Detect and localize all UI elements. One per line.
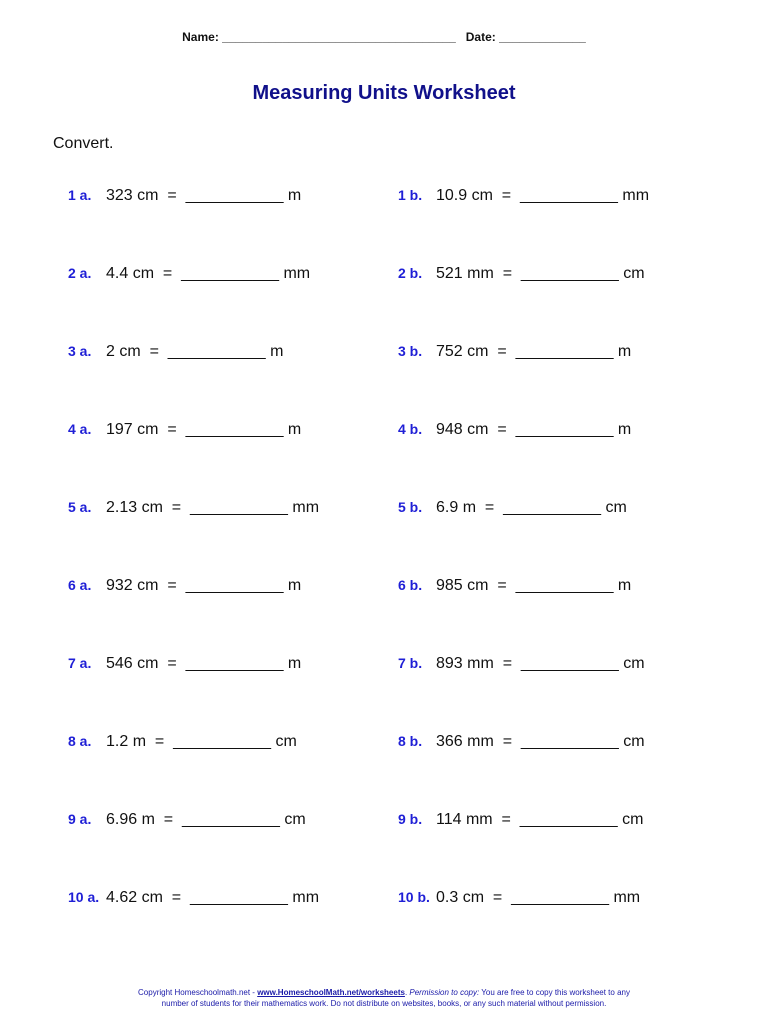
problem-question[interactable]: 1.2 m = ___________ cm [106, 733, 297, 750]
problem-number: 7 a. [68, 655, 92, 671]
problem-question[interactable]: 323 cm = ___________ m [106, 187, 302, 204]
problem-2-b [398, 263, 645, 284]
problem-2-a [68, 263, 310, 284]
problem-question[interactable]: 197 cm = ___________ m [106, 421, 302, 438]
problem-1-a [68, 185, 301, 206]
footer-copyright: Copyright Homeschoolmath.net - [138, 988, 258, 997]
name-label: Name: [182, 30, 223, 44]
name-blank[interactable]: ___________________________________ [222, 30, 456, 44]
problem-question[interactable]: 4.4 cm = ___________ mm [106, 265, 311, 282]
problem-5-a [68, 497, 319, 518]
problem-number: 2 b. [398, 265, 423, 281]
instruction-text: Convert. [53, 135, 114, 152]
problem-6-a [68, 575, 301, 596]
footer-line-2: number of students for their mathematics work. Do not distribute on websites, books, or any such material without permission. [161, 999, 607, 1008]
problem-7-b [398, 653, 645, 674]
problem-8-a [68, 731, 297, 752]
problem-3-a [68, 341, 283, 362]
worksheet-title: Measuring Units Worksheet [252, 82, 516, 104]
date-blank[interactable]: _____________ [499, 30, 586, 44]
footer-period: . [404, 988, 410, 997]
problem-number: 7 b. [398, 655, 423, 671]
problem-number: 6 a. [68, 577, 92, 593]
problem-number: 3 a. [68, 343, 92, 359]
problem-question[interactable]: 6.9 m = ___________ cm [436, 499, 627, 516]
problem-number: 9 a. [68, 811, 92, 827]
date-label: Date: [465, 30, 500, 44]
problem-question[interactable]: 893 mm = ___________ cm [436, 655, 645, 672]
problem-question[interactable]: 114 mm = ___________ cm [436, 811, 644, 828]
problem-number: 8 a. [68, 733, 92, 749]
problem-7-a [68, 653, 301, 674]
problem-5-b [398, 497, 627, 518]
problem-10-a [68, 887, 319, 908]
problem-question[interactable]: 2.13 cm = ___________ mm [106, 499, 320, 516]
problem-10-b [398, 887, 640, 908]
problem-question[interactable]: 366 mm = ___________ cm [436, 733, 645, 750]
problem-question[interactable]: 4.62 cm = ___________ mm [106, 889, 320, 906]
problem-number: 3 b. [398, 343, 423, 359]
name-date-line [0, 30, 768, 44]
problem-question[interactable]: 985 cm = ___________ m [436, 577, 632, 594]
footer-permission-label: Permission to copy: [409, 988, 480, 997]
problem-number: 2 a. [68, 265, 92, 281]
footer [0, 987, 768, 1009]
footer-line-1 [0, 987, 768, 998]
problem-question[interactable]: 752 cm = ___________ m [436, 343, 632, 360]
problem-number: 1 a. [68, 187, 92, 203]
problem-number: 5 b. [398, 499, 423, 515]
problem-9-b [398, 809, 643, 830]
footer-site-link[interactable]: www.HomeschoolMath.net/worksheets [257, 988, 405, 997]
problem-6-b [398, 575, 631, 596]
problem-number: 4 b. [398, 421, 423, 437]
problem-4-b [398, 419, 631, 440]
problem-4-a [68, 419, 301, 440]
problem-question[interactable]: 948 cm = ___________ m [436, 421, 632, 438]
problem-number: 4 a. [68, 421, 92, 437]
problem-3-b [398, 341, 631, 362]
problem-number: 10 b. [398, 889, 430, 905]
problem-question[interactable]: 0.3 cm = ___________ mm [436, 889, 641, 906]
problem-question[interactable]: 521 mm = ___________ cm [436, 265, 645, 282]
problem-1-b [398, 185, 649, 206]
problem-question[interactable]: 932 cm = ___________ m [106, 577, 302, 594]
footer-permission-text: You are free to copy this worksheet to any [479, 988, 630, 997]
problem-question[interactable]: 2 cm = ___________ m [106, 343, 284, 360]
problem-number: 6 b. [398, 577, 423, 593]
problem-9-a [68, 809, 306, 830]
problem-question[interactable]: 6.96 m = ___________ cm [106, 811, 306, 828]
problem-question[interactable]: 10.9 cm = ___________ mm [436, 187, 650, 204]
problem-number: 8 b. [398, 733, 423, 749]
problem-number: 10 a. [68, 889, 100, 905]
problem-number: 1 b. [398, 187, 423, 203]
problem-8-b [398, 731, 645, 752]
problem-number: 9 b. [398, 811, 423, 827]
problem-question[interactable]: 546 cm = ___________ m [106, 655, 302, 672]
problem-number: 5 a. [68, 499, 92, 515]
